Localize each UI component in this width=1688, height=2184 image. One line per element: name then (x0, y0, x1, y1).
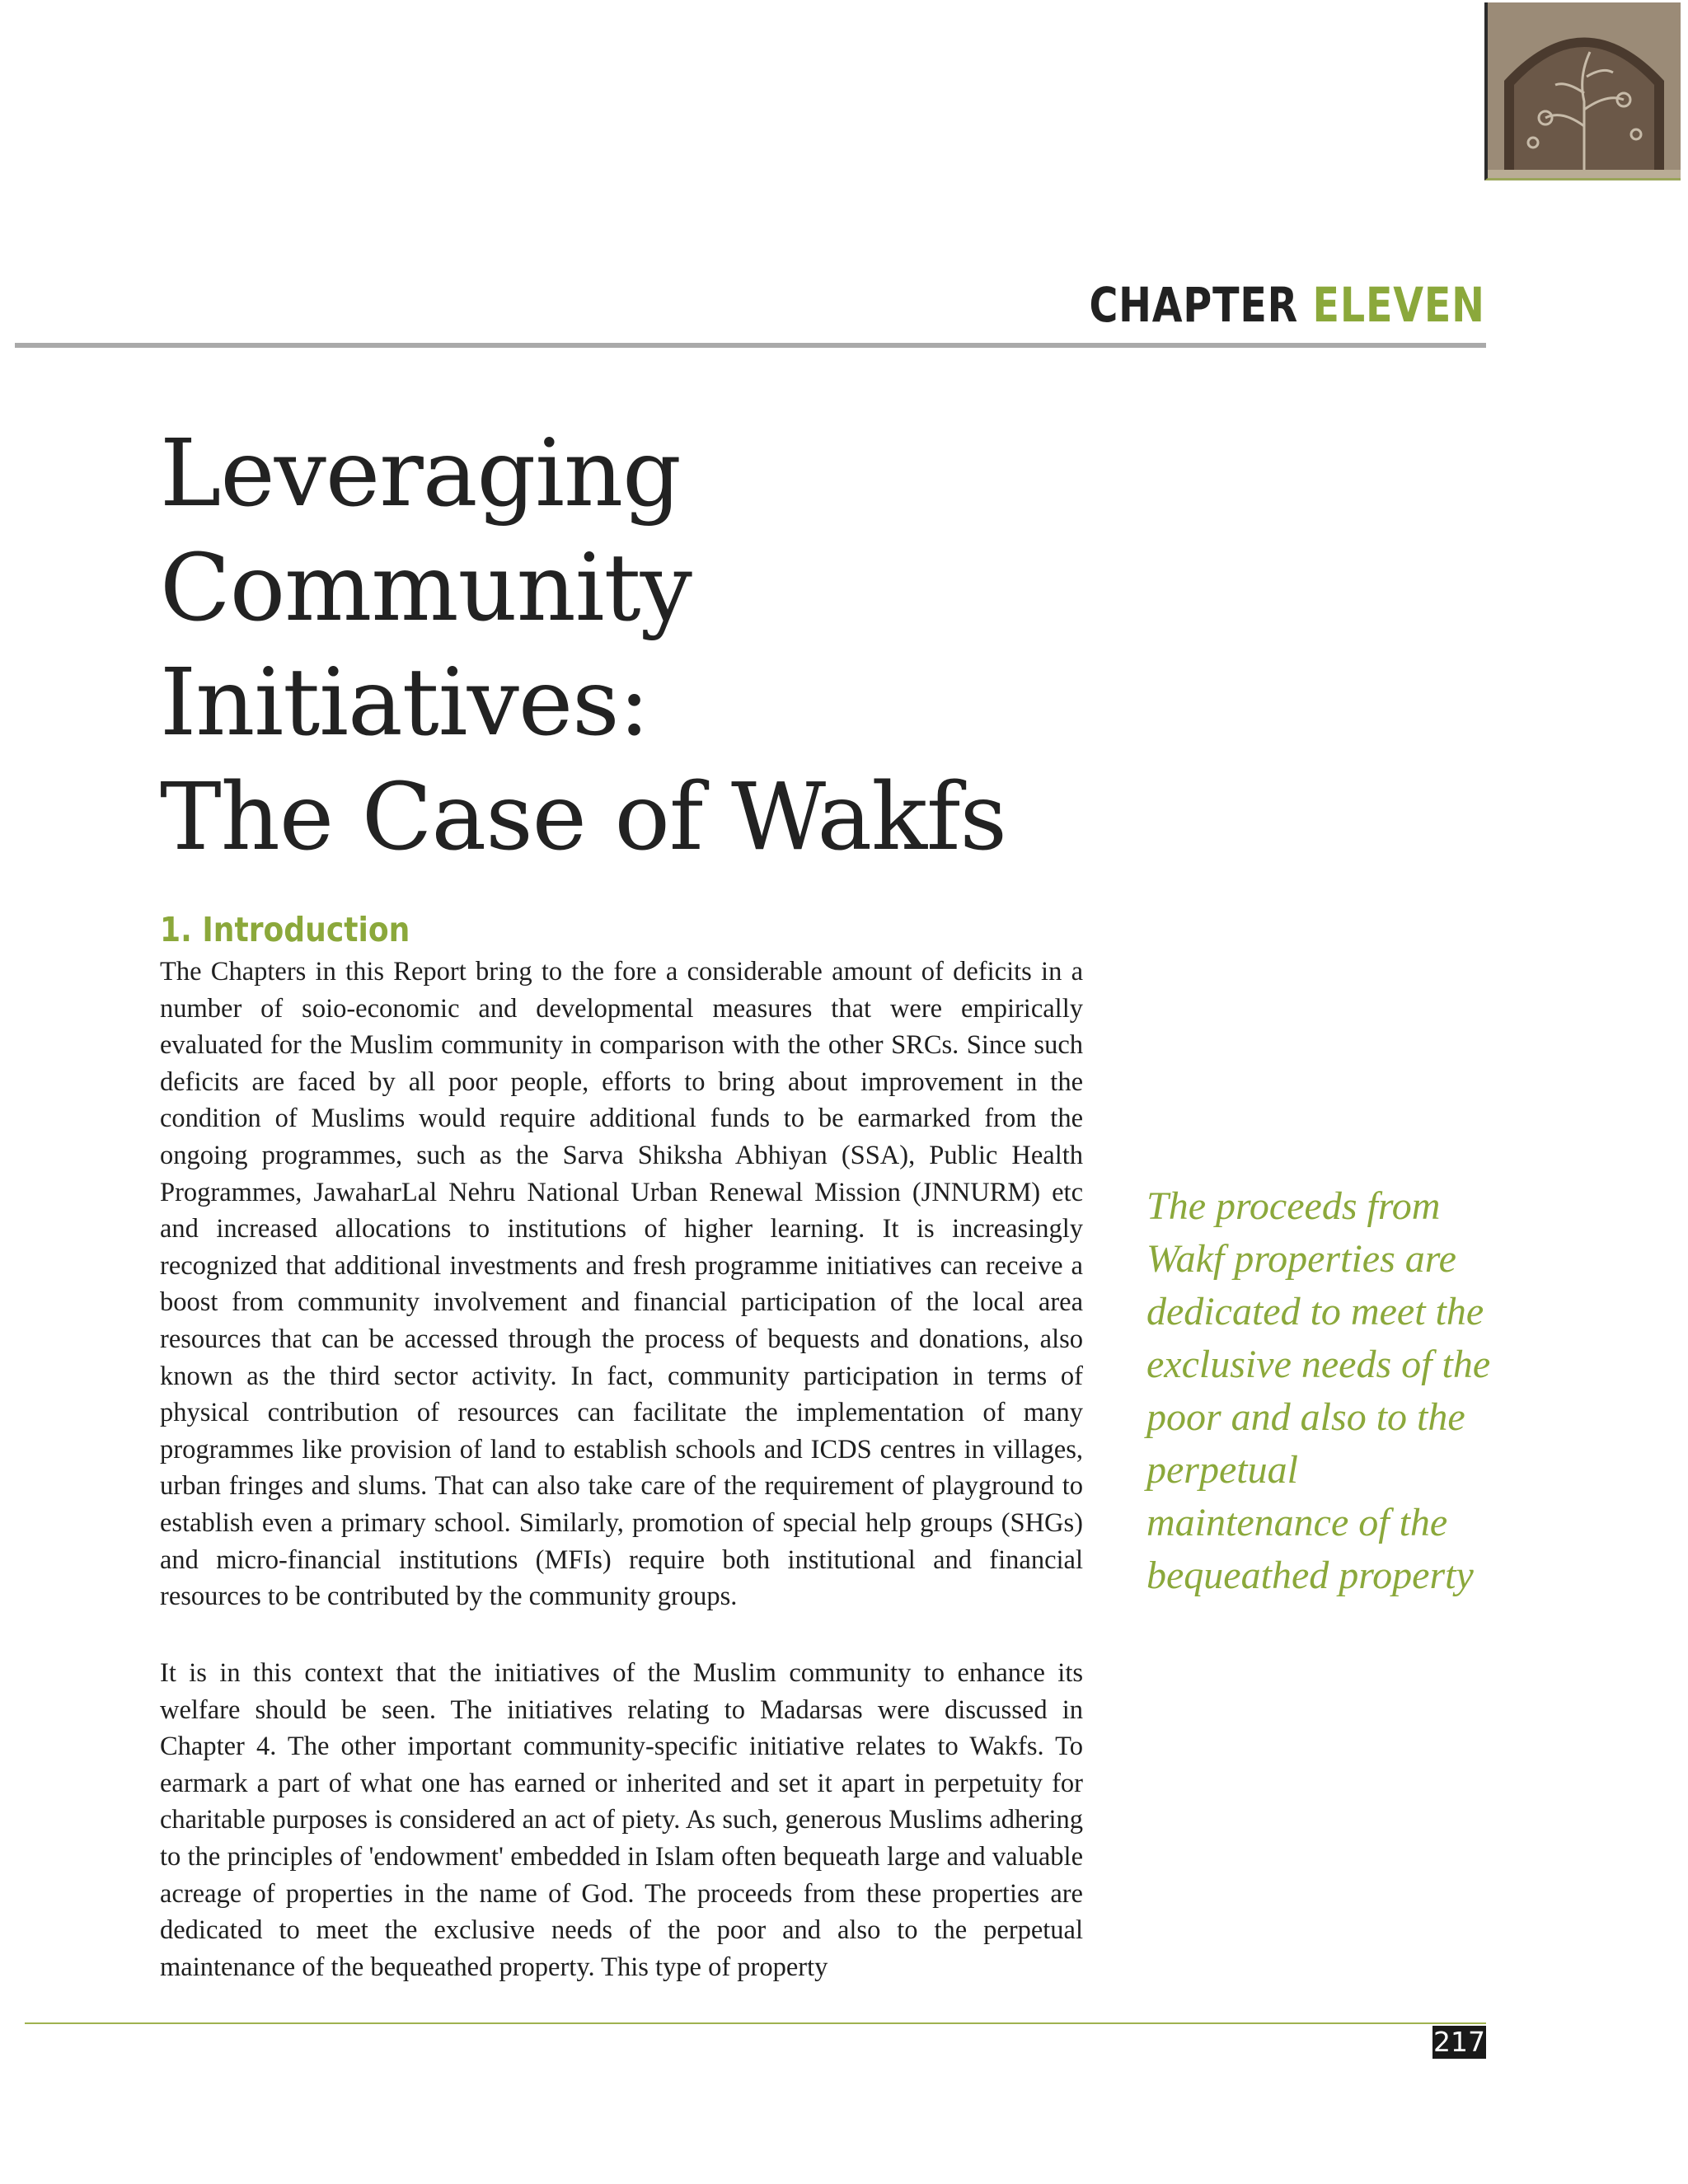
chapter-number: ELEVEN (1312, 277, 1485, 333)
carved-screen-photo (1484, 2, 1681, 180)
title-line: The Case of Wakfs (160, 764, 1006, 871)
body-paragraph (160, 1655, 1083, 1985)
title-line: Community (160, 535, 692, 642)
section-heading: 1. Introduction (160, 910, 410, 949)
header-divider (15, 343, 1486, 348)
paragraph-text: It is in this context that the initiatives of the Muslim community to enhance its welfare should be seen. The initiatives relating to Madarsas were discussed in Chapter 4. The other important community-specific initiative relates to Wakfs. To earmark a part of what one has earned or inherited and set it apart in perpetuity for charitable purposes is considered an act of piety. As such, generous Muslims adhering to the principles of 'endowment' embedded in Islam often bequeath large and valuable acreage of properties in the name of God. The proceeds from these properties are dedicated to meet the exclusive needs of the poor and also to the perpetual maintenance of the bequeathed property. This type of property (160, 1658, 1083, 1982)
pull-quote: The proceeds from Wakf properties are dedicated to meet the exclusive needs of the poor and also to the perpetual maintenance of the bequeathed property (1146, 1184, 1491, 1597)
footer-divider (25, 2022, 1486, 2024)
title-line: Initiatives: (160, 649, 649, 757)
chapter-title (160, 417, 1190, 875)
chapter-label (1090, 277, 1485, 333)
paragraph-text: The Chapters in this Report bring to the fore a considerable amount of deficits in a number of soio-economic and developmental measures that were empirically evaluated for the Muslim community in comparison with the other SRCs. Since such deficits are faced by all poor people, efforts to bring about improvement in the condition of Muslims would require additional funds to be earmarked from the ongoing programmes, such as the Sarva Shiksha Abhiyan (SSA), Public Health Programmes, JawaharLal Nehru National Urban Renewal Mission (JNNURM) etc and increased allocations to institutions of higher learning. It is increasingly recognized that additional investments and fresh programme initiatives can receive a boost from community involvement and financial participation of the local area resources that can be accessed through the process of bequests and donations, also known as the third sector activity. In fact, community participation in terms of physical contribution of resources can facilitate the implementation of many programmes like provision of land to establish schools and ICDS centres in villages, urban fringes and slums. That can also take care of the requirement of playground to establish even a primary school. Similarly, promotion of special help groups (SHGs) and micro-financial institutions (MFIs) require both institutional and financial resources to be contributed by the community groups. (160, 957, 1083, 1612)
body-paragraph (160, 954, 1083, 1615)
chapter-word: CHAPTER (1089, 277, 1299, 333)
title-line: Leveraging (160, 420, 681, 527)
page-number: 217 (1433, 2026, 1485, 2058)
